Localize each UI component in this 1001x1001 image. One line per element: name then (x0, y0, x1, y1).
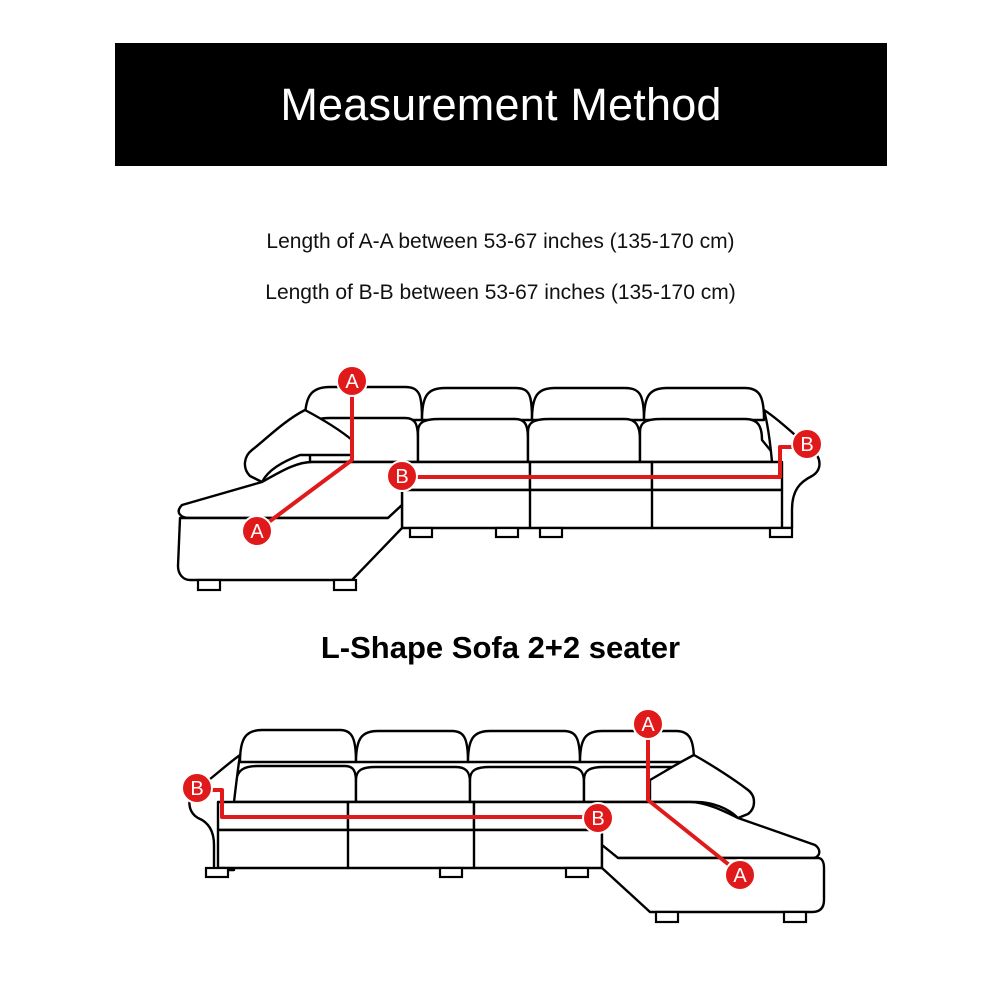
sofa-leg (566, 868, 588, 877)
back-cushion-lower (356, 767, 470, 802)
chaise-seat (179, 462, 402, 518)
sofa-right-chaise (189, 730, 824, 922)
sofa-leg (770, 528, 792, 537)
marker-a-top (633, 709, 663, 739)
back-cushion-lower (528, 419, 640, 462)
sofa-leg (656, 912, 678, 922)
back-cushion-lower (418, 419, 528, 462)
svg-text:A: A (733, 865, 747, 887)
marker-a-bottom (242, 516, 272, 546)
sofa-leg (784, 912, 806, 922)
back-cushion-lower (640, 419, 780, 462)
sofa-leg (410, 528, 432, 537)
back-cushion (644, 388, 764, 420)
sofa-leg (206, 868, 228, 877)
marker-b-left (182, 773, 212, 803)
back-cushion (356, 731, 468, 762)
back-cushion-lower (470, 767, 584, 802)
sofa-leg (198, 580, 220, 590)
marker-b-left (387, 461, 417, 491)
svg-text:B: B (395, 466, 409, 488)
back-cushion (468, 731, 580, 762)
marker-a-bottom (725, 860, 755, 890)
spec-b-b: Length of B-B between 53-67 inches (135-170 cm) (265, 281, 736, 304)
svg-text:A: A (250, 521, 264, 543)
page-title: Measurement Method (280, 78, 722, 130)
sofa-caption: L-Shape Sofa 2+2 seater (320, 630, 681, 665)
spec-a-a: Length of A-A between 53-67 inches (135-170 cm) (266, 230, 735, 253)
svg-text:B: B (190, 778, 204, 800)
marker-b-right (792, 429, 822, 459)
sofa-leg (334, 580, 356, 590)
svg-text:A: A (641, 714, 655, 736)
marker-b-right (583, 803, 613, 833)
back-cushion (240, 730, 356, 762)
seat-front (402, 490, 782, 528)
sofa-leg (440, 868, 462, 877)
svg-text:A: A (345, 371, 359, 393)
svg-text:B: B (800, 434, 814, 456)
back-cushion (580, 731, 694, 762)
sofa-leg (496, 528, 518, 537)
svg-text:B: B (591, 808, 605, 830)
back-cushion (532, 388, 644, 420)
back-cushion (422, 388, 532, 420)
seat-front (218, 830, 602, 868)
sofa-leg (540, 528, 562, 537)
back-cushion-lower (222, 766, 356, 802)
marker-a-top (337, 366, 367, 396)
sofa-left-chaise (178, 387, 820, 590)
